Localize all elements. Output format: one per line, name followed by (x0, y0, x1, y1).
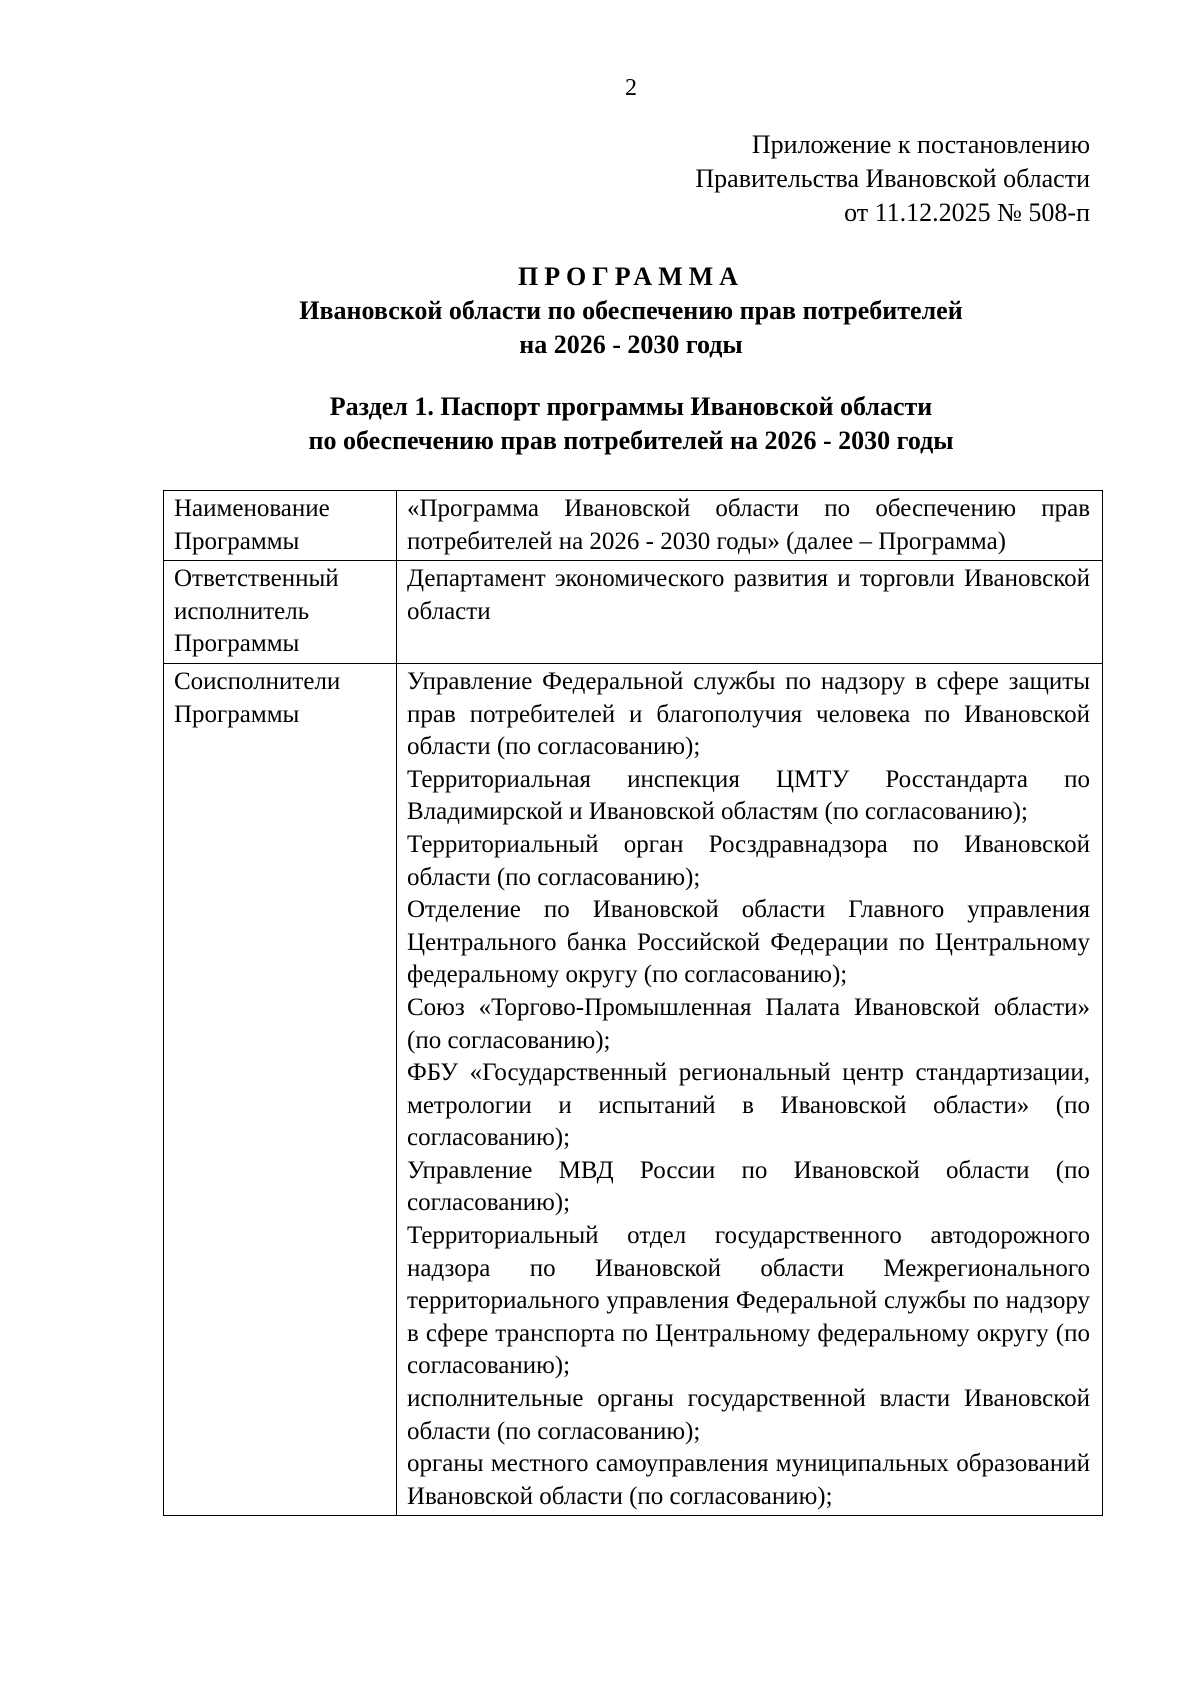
coexecutor-item: Территориальная инспекция ЦМТУ Росстандарта по Владимирской и Ивановской областям (по согласованию); (407, 765, 1090, 826)
appendix-header (695, 128, 1090, 230)
section-line-2: по обеспечению прав потребителей на 2026 - 2030 годы (308, 426, 954, 455)
title-line-1: Ивановской области по обеспечению прав потребителей (299, 296, 963, 325)
title-heading: ПРОГРАММА (518, 262, 744, 291)
table-row (164, 491, 1103, 561)
row-label-name: Наименование Программы (164, 491, 397, 561)
passport-table (163, 490, 1103, 1516)
coexecutor-item: Территориальный орган Росздравнадзора по Ивановской области (по согласованию); (407, 830, 1090, 891)
coexecutor-item: Территориальный отдел государственного автодорожного надзора по Ивановской области Межрегионального территориального управления Федеральной службы по надзору в сфере транспорта по Центральному федеральному округу (по согласованию); (407, 1222, 1090, 1380)
appendix-line-1: Приложение к постановлению (751, 130, 1090, 159)
table-row (164, 663, 1103, 1515)
appendix-line-3: от 11.12.2025 № 508-п (844, 198, 1090, 227)
row-value-executor: Департамент экономического развития и торговли Ивановской области (397, 561, 1103, 664)
table-row (164, 561, 1103, 664)
coexecutor-item: Союз «Торгово-Промышленная Палата Ивановской области» (по согласованию); (407, 993, 1090, 1054)
document-title (0, 260, 1200, 362)
coexecutor-item: ФБУ «Государственный региональный центр стандартизации, метрологии и испытаний в Ивановской области» (по согласованию); (407, 1059, 1090, 1152)
coexecutor-item: Отделение по Ивановской области Главного управления Центрального банка Российской Федерации по Центральному федеральному округу (по согласованию); (407, 896, 1090, 989)
page-number: 2 (625, 75, 637, 101)
row-label-executor: Ответственный исполнитель Программы (164, 561, 397, 664)
coexecutor-item: органы местного самоуправления муниципальных образований Ивановской области (по согласованию); (407, 1450, 1090, 1510)
appendix-line-2: Правительства Ивановской области (695, 164, 1090, 193)
row-value-coexecutors (397, 663, 1103, 1515)
section-line-1: Раздел 1. Паспорт программы Ивановской области (329, 392, 933, 421)
coexecutor-item: Управление Федеральной службы по надзору в сфере защиты прав потребителей и благополучия человека по Ивановской области (по согласованию); (407, 667, 1090, 761)
coexecutor-item: исполнительные органы государственной власти Ивановской области (по согласованию); (407, 1385, 1090, 1445)
row-label-coexecutors: Соисполнители Программы (164, 663, 397, 1515)
title-line-2: на 2026 - 2030 годы (519, 330, 743, 359)
coexecutor-item: Управление МВД России по Ивановской области (по согласованию); (407, 1156, 1090, 1217)
row-value-name: «Программа Ивановской области по обеспечению прав потребителей на 2026 - 2030 годы» (далее – Программа) (397, 491, 1103, 561)
section-heading (0, 390, 1200, 458)
